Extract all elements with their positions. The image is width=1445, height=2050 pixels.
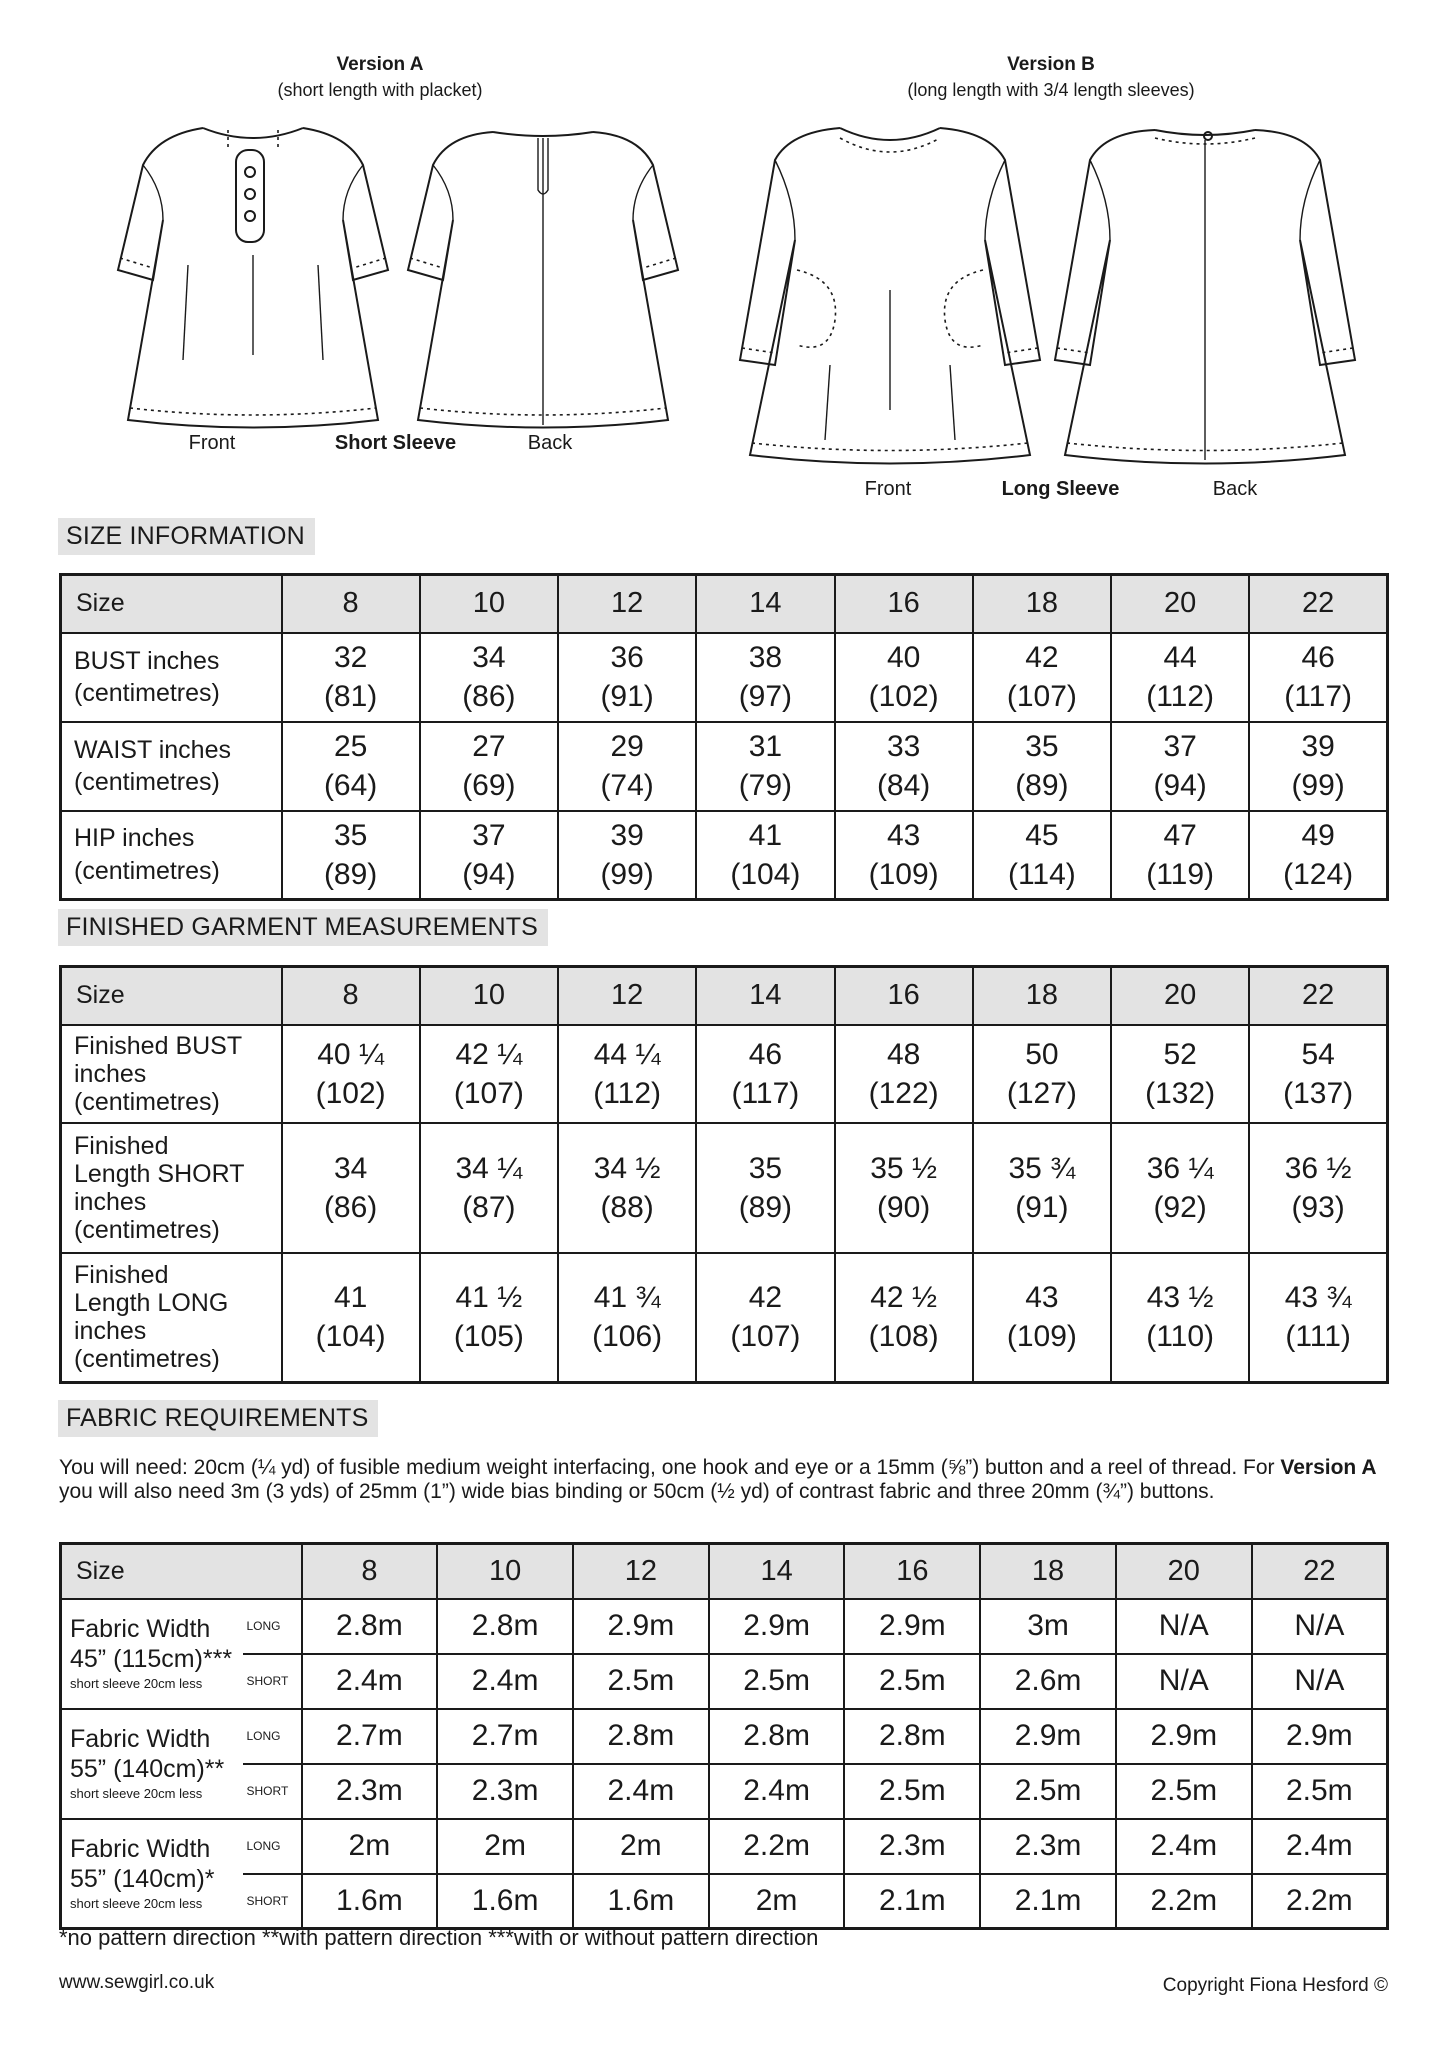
value-cell: 2m (573, 1819, 709, 1874)
value-cell: 41 ¾ (106) (558, 1253, 696, 1383)
size-header-cell: 8 (282, 575, 420, 633)
version-b-sleeve-label: Long Sleeve (1001, 478, 1120, 500)
value-cell: 38 (97) (696, 633, 834, 722)
value-cell: 39 (99) (558, 811, 696, 900)
bust-row (61, 633, 1388, 722)
value-cell: 41 (104) (696, 811, 834, 900)
value-cell: 34 ½ (88) (558, 1123, 696, 1253)
size-header-cell: 22 (1249, 575, 1387, 633)
value-cell: 2.4m (437, 1654, 573, 1709)
copyright-notice: Copyright Fiona Hesford © (1162, 1975, 1388, 1996)
value-cell: 46 (117) (1249, 633, 1387, 722)
value-cell: 2.5m (573, 1654, 709, 1709)
size-header-cell: 14 (709, 1544, 845, 1599)
value-cell: 1.6m (302, 1874, 438, 1929)
value-cell: 36 ¼ (92) (1111, 1123, 1249, 1253)
size-header-cell: 20 (1111, 967, 1249, 1025)
size-header-cell: Size (61, 575, 282, 633)
size-header-cell: Size (61, 967, 282, 1025)
pattern-direction-footnote: *no pattern direction **with pattern direction ***with or without pattern direction (59, 1925, 819, 1950)
value-cell: 2m (437, 1819, 573, 1874)
value-cell: 47 (119) (1111, 811, 1249, 900)
value-cell: 34 (86) (282, 1123, 420, 1253)
hip-row (61, 811, 1388, 900)
website-link[interactable]: www.sewgirl.co.uk (59, 1972, 215, 1993)
version-a-front-label: Front (188, 432, 236, 454)
short-tag: SHORT (243, 1874, 302, 1929)
fabric-row-45-long (61, 1599, 1388, 1654)
value-cell: 41 ½ (105) (420, 1253, 558, 1383)
value-cell: 2.4m (1252, 1819, 1388, 1874)
fabric-requirements-heading: FABRIC REQUIREMENTS (58, 1400, 378, 1437)
value-cell: 40 ¼ (102) (282, 1025, 420, 1123)
value-cell: 43 ¾ (111) (1249, 1253, 1387, 1383)
value-cell: 25 (64) (282, 722, 420, 811)
finished-garment-heading: FINISHED GARMENT MEASUREMENTS (58, 909, 548, 946)
value-cell: 36 ½ (93) (1249, 1123, 1387, 1253)
version-b-back-illustration (1050, 110, 1360, 480)
fabric-row-55-pattern-short (61, 1764, 1388, 1819)
value-cell: 54 (137) (1249, 1025, 1387, 1123)
size-header-cell: 10 (420, 575, 558, 633)
value-cell: 39 (99) (1249, 722, 1387, 811)
value-cell: 2.7m (302, 1709, 438, 1764)
value-cell: 2.2m (1252, 1874, 1388, 1929)
long-tag: LONG (243, 1599, 302, 1654)
value-cell: 2.5m (844, 1654, 980, 1709)
value-cell: 2.7m (437, 1709, 573, 1764)
value-cell: 40 (102) (835, 633, 973, 722)
value-cell: 2.5m (709, 1654, 845, 1709)
size-header-row (61, 575, 1388, 633)
short-tag: SHORT (243, 1654, 302, 1709)
value-cell: 2.5m (980, 1764, 1116, 1819)
value-cell: 52 (132) (1111, 1025, 1249, 1123)
value-cell: 42 (107) (973, 633, 1111, 722)
size-header-cell: 22 (1252, 1544, 1388, 1599)
value-cell: 41 (104) (282, 1253, 420, 1383)
version-b-title: Version B (1007, 54, 1095, 75)
value-cell: 43 (109) (973, 1253, 1111, 1383)
value-cell: 2.2m (1116, 1874, 1252, 1929)
size-header-cell: 18 (973, 575, 1111, 633)
value-cell: 2.8m (573, 1709, 709, 1764)
value-cell: 48 (122) (835, 1025, 973, 1123)
value-cell: 43 (109) (835, 811, 973, 900)
size-header-cell: 12 (558, 967, 696, 1025)
version-a-subtitle: (short length with placket) (277, 80, 483, 100)
value-cell: 2.6m (980, 1654, 1116, 1709)
value-cell: 35 (89) (282, 811, 420, 900)
version-b-front-illustration (735, 110, 1045, 480)
value-cell: 35 ¾ (91) (973, 1123, 1111, 1253)
size-information-table (59, 573, 1389, 901)
size-header-cell: 14 (696, 967, 834, 1025)
row-label: BUST inches (centimetres) (61, 633, 282, 722)
value-cell: 2.8m (437, 1599, 573, 1654)
value-cell: 2.4m (709, 1764, 845, 1819)
value-cell: N/A (1252, 1654, 1388, 1709)
version-b-back-label: Back (1212, 478, 1258, 500)
value-cell: 3m (980, 1599, 1116, 1654)
version-a-sleeve-label: Short Sleeve (334, 432, 457, 454)
value-cell: 2.9m (1252, 1709, 1388, 1764)
size-header-cell: 14 (696, 575, 834, 633)
size-information-heading: SIZE INFORMATION (58, 518, 315, 555)
value-cell: 1.6m (437, 1874, 573, 1929)
waist-row (61, 722, 1388, 811)
version-a-back-label: Back (527, 432, 573, 454)
value-cell: 44 ¼ (112) (558, 1025, 696, 1123)
size-header-cell: 10 (420, 967, 558, 1025)
size-header-cell: 22 (1249, 967, 1387, 1025)
value-cell: 50 (127) (973, 1025, 1111, 1123)
value-cell: 2.3m (302, 1764, 438, 1819)
value-cell: 1.6m (573, 1874, 709, 1929)
value-cell: 46 (117) (696, 1025, 834, 1123)
value-cell: 42 ½ (108) (835, 1253, 973, 1383)
fabric-width-label: Fabric Width 55” (140cm)* short sleeve 20cm less (61, 1819, 243, 1929)
finished-header-row (61, 967, 1388, 1025)
size-header-cell: 8 (282, 967, 420, 1025)
size-header-cell: 18 (973, 967, 1111, 1025)
fabric-row-55-pattern-long (61, 1709, 1388, 1764)
size-header-cell: 20 (1116, 1544, 1252, 1599)
value-cell: 2.9m (980, 1709, 1116, 1764)
fabric-row-45-short (61, 1654, 1388, 1709)
size-header-cell: 12 (573, 1544, 709, 1599)
fabric-header-row (61, 1544, 1388, 1599)
value-cell: 2.9m (709, 1599, 845, 1654)
value-cell: 2.5m (844, 1764, 980, 1819)
value-cell: 43 ½ (110) (1111, 1253, 1249, 1383)
value-cell: 29 (74) (558, 722, 696, 811)
fabric-note: You will need: 20cm (¼ yd) of fusible medium weight interfacing, one hook and eye or a 15mm (⅝”) button and a reel of thread. For Version A you will also need 3m (3 yds) of 25mm (1”) wide bias binding or 50cm (½ yd) of contrast fabric and three 20mm (¾”) buttons. (59, 1456, 1377, 1503)
value-cell: N/A (1116, 1654, 1252, 1709)
row-label: WAIST inches (centimetres) (61, 722, 282, 811)
size-header-cell: 16 (835, 575, 973, 633)
fabric-width-label: Fabric Width 45” (115cm)*** short sleeve 20cm less (61, 1599, 243, 1709)
value-cell: 2.9m (844, 1599, 980, 1654)
value-cell: 2.1m (980, 1874, 1116, 1929)
value-cell: 2.8m (709, 1709, 845, 1764)
value-cell: 37 (94) (420, 811, 558, 900)
value-cell: 2.3m (437, 1764, 573, 1819)
finished-garment-table (59, 965, 1389, 1384)
long-tag: LONG (243, 1709, 302, 1764)
version-a-title: Version A (336, 54, 424, 75)
value-cell: 2.1m (844, 1874, 980, 1929)
value-cell: 2m (709, 1874, 845, 1929)
size-header-cell: 18 (980, 1544, 1116, 1599)
value-cell: N/A (1252, 1599, 1388, 1654)
value-cell: 33 (84) (835, 722, 973, 811)
finished-length-long-row (61, 1253, 1388, 1383)
value-cell: 2.3m (980, 1819, 1116, 1874)
row-label: Finished Length SHORT inches (centimetres) (61, 1123, 282, 1253)
size-header-cell: 16 (844, 1544, 980, 1599)
value-cell: 2.9m (1116, 1709, 1252, 1764)
size-header-cell: 10 (437, 1544, 573, 1599)
size-header-cell: 20 (1111, 575, 1249, 633)
value-cell: 31 (79) (696, 722, 834, 811)
value-cell: 2.4m (1116, 1819, 1252, 1874)
value-cell: 2.4m (573, 1764, 709, 1819)
fabric-requirements-table (59, 1542, 1389, 1930)
row-label: Finished BUST inches (centimetres) (61, 1025, 282, 1123)
size-header-cell: 16 (835, 967, 973, 1025)
value-cell: 27 (69) (420, 722, 558, 811)
value-cell: 35 ½ (90) (835, 1123, 973, 1253)
value-cell: 2.5m (1116, 1764, 1252, 1819)
value-cell: 2.3m (844, 1819, 980, 1874)
value-cell: 35 (89) (696, 1123, 834, 1253)
value-cell: 44 (112) (1111, 633, 1249, 722)
value-cell: 45 (114) (973, 811, 1111, 900)
short-tag: SHORT (243, 1764, 302, 1819)
fabric-row-55-nopattern-short (61, 1874, 1388, 1929)
finished-length-short-row (61, 1123, 1388, 1253)
value-cell: 36 (91) (558, 633, 696, 722)
value-cell: 2.9m (573, 1599, 709, 1654)
value-cell: 35 (89) (973, 722, 1111, 811)
long-tag: LONG (243, 1819, 302, 1874)
value-cell: 34 (86) (420, 633, 558, 722)
version-a-back-illustration (398, 110, 688, 440)
size-header-cell: Size (61, 1544, 302, 1599)
fabric-width-label: Fabric Width 55” (140cm)** short sleeve 20cm less (61, 1709, 243, 1819)
value-cell: 32 (81) (282, 633, 420, 722)
row-label: Finished Length LONG inches (centimetres) (61, 1253, 282, 1383)
value-cell: 2.2m (709, 1819, 845, 1874)
value-cell: 2.8m (302, 1599, 438, 1654)
size-header-cell: 12 (558, 575, 696, 633)
value-cell: 2.5m (1252, 1764, 1388, 1819)
value-cell: 42 (107) (696, 1253, 834, 1383)
version-a-front-illustration (108, 110, 398, 440)
value-cell: 42 ¼ (107) (420, 1025, 558, 1123)
value-cell: 2.8m (844, 1709, 980, 1764)
row-label: HIP inches (centimetres) (61, 811, 282, 900)
version-b-front-label: Front (864, 478, 912, 500)
fabric-row-55-nopattern-long (61, 1819, 1388, 1874)
value-cell: N/A (1116, 1599, 1252, 1654)
value-cell: 37 (94) (1111, 722, 1249, 811)
version-b-subtitle: (long length with 3/4 length sleeves) (907, 80, 1195, 100)
value-cell: 49 (124) (1249, 811, 1387, 900)
size-header-cell: 8 (302, 1544, 438, 1599)
value-cell: 2.4m (302, 1654, 438, 1709)
value-cell: 2m (302, 1819, 438, 1874)
value-cell: 34 ¼ (87) (420, 1123, 558, 1253)
finished-bust-row (61, 1025, 1388, 1123)
